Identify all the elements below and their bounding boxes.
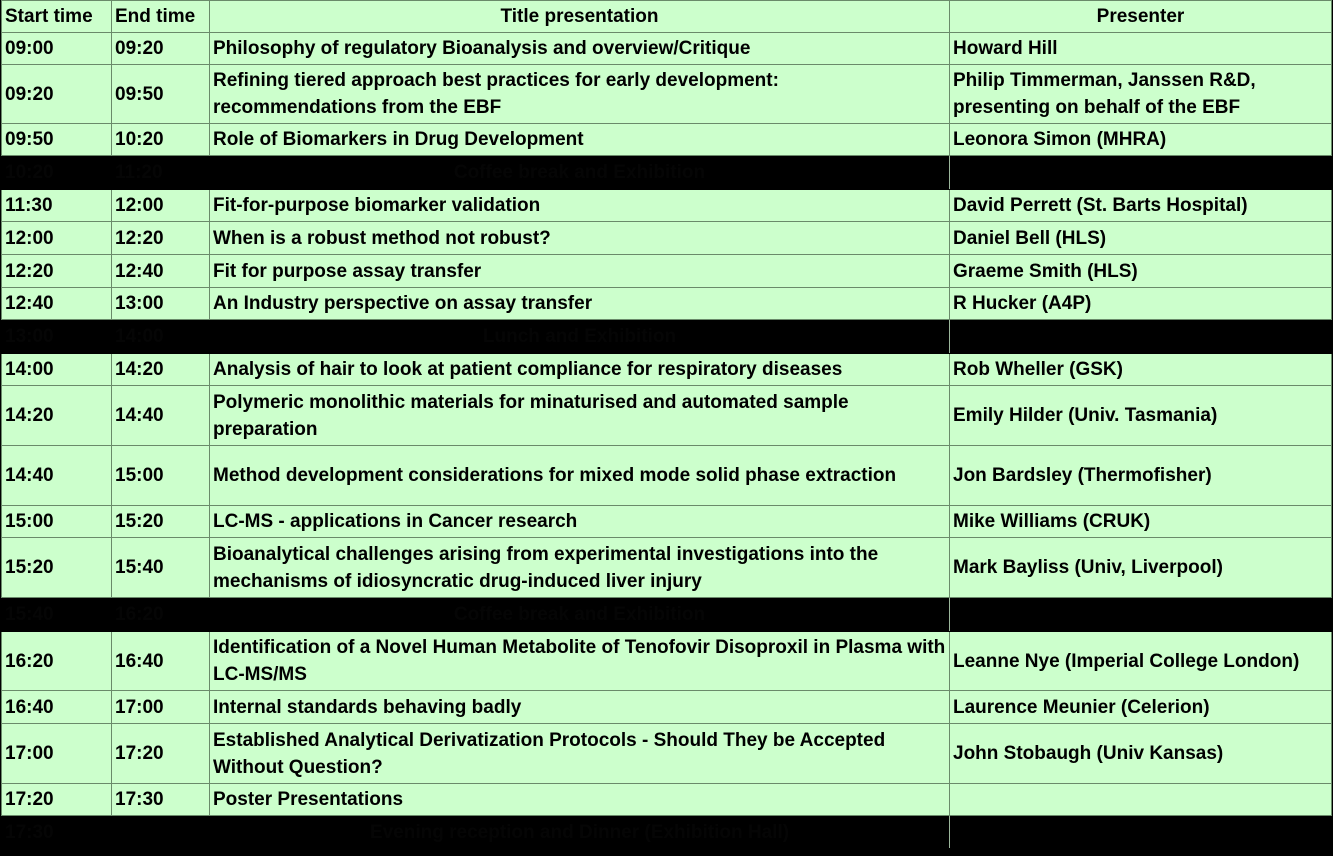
start-time-cell: 16:20 [2, 632, 112, 691]
end-time-cell: 13:00 [112, 288, 210, 320]
table-row [2, 222, 1332, 255]
title-cell: Lunch and Exhibition [210, 320, 950, 354]
title-cell: When is a robust method not robust? [210, 222, 950, 255]
table-row [2, 784, 1332, 816]
end-time-cell: 12:20 [112, 222, 210, 255]
break-row [2, 816, 1332, 849]
presenter-cell: David Perrett (St. Barts Hospital) [950, 190, 1332, 222]
title-cell: LC-MS - applications in Cancer research [210, 506, 950, 538]
programme-table [1, 0, 1332, 849]
presenter-cell: Daniel Bell (HLS) [950, 222, 1332, 255]
presenter-cell: Howard Hill [950, 33, 1332, 65]
end-time-cell: 11:20 [112, 156, 210, 190]
end-time-cell: 16:40 [112, 632, 210, 691]
end-time-cell: 15:00 [112, 446, 210, 506]
table-row [2, 124, 1332, 156]
presenter-cell: Leonora Simon (MHRA) [950, 124, 1332, 156]
header-presenter: Presenter [950, 1, 1332, 33]
presenter-cell: Emily Hilder (Univ. Tasmania) [950, 386, 1332, 446]
start-time-cell: 17:20 [2, 784, 112, 816]
end-time-cell: 12:00 [112, 190, 210, 222]
presenter-cell [950, 816, 1332, 849]
table-row [2, 288, 1332, 320]
table-row [2, 65, 1332, 124]
header-row [2, 1, 1332, 33]
presenter-cell [950, 784, 1332, 816]
presenter-cell: Graeme Smith (HLS) [950, 255, 1332, 288]
break-row [2, 598, 1332, 632]
title-cell: Internal standards behaving badly [210, 691, 950, 724]
title-cell: Analysis of hair to look at patient compliance for respiratory diseases [210, 354, 950, 386]
break-row [2, 156, 1332, 190]
presenter-cell: R Hucker (A4P) [950, 288, 1332, 320]
start-time-cell: 09:00 [2, 33, 112, 65]
table-row [2, 632, 1332, 691]
title-cell: An Industry perspective on assay transfer [210, 288, 950, 320]
table-row [2, 33, 1332, 65]
start-time-cell: 16:40 [2, 691, 112, 724]
end-time-cell: 10:20 [112, 124, 210, 156]
title-cell: Evening reception and Dinner (Exhibition Hall) [210, 816, 950, 849]
end-time-cell: 15:40 [112, 538, 210, 598]
table-row [2, 386, 1332, 446]
title-cell: Polymeric monolithic materials for minaturised and automated sample preparation [210, 386, 950, 446]
end-time-cell: 17:00 [112, 691, 210, 724]
start-time-cell: 12:20 [2, 255, 112, 288]
presenter-cell [950, 320, 1332, 354]
presenter-cell: Mike Williams (CRUK) [950, 506, 1332, 538]
presenter-cell: Mark Bayliss (Univ, Liverpool) [950, 538, 1332, 598]
break-row [2, 320, 1332, 354]
presenter-cell [950, 156, 1332, 190]
start-time-cell: 09:20 [2, 65, 112, 124]
table-row [2, 506, 1332, 538]
presenter-cell: Leanne Nye (Imperial College London) [950, 632, 1332, 691]
end-time-cell: 15:20 [112, 506, 210, 538]
start-time-cell: 17:30 [2, 816, 112, 849]
title-cell: Fit for purpose assay transfer [210, 255, 950, 288]
table-row [2, 190, 1332, 222]
end-time-cell: 14:20 [112, 354, 210, 386]
start-time-cell: 11:30 [2, 190, 112, 222]
start-time-cell: 14:40 [2, 446, 112, 506]
title-cell: Coffee break and Exhibition [210, 598, 950, 632]
start-time-cell: 10:20 [2, 156, 112, 190]
start-time-cell: 12:40 [2, 288, 112, 320]
end-time-cell: 09:20 [112, 33, 210, 65]
title-cell: Fit-for-purpose biomarker validation [210, 190, 950, 222]
title-cell: Philosophy of regulatory Bioanalysis and overview/Critique [210, 33, 950, 65]
title-cell: Coffee break and Exhibition [210, 156, 950, 190]
title-cell: Identification of a Novel Human Metabolite of Tenofovir Disoproxil in Plasma with LC-MS/MS [210, 632, 950, 691]
title-cell: Bioanalytical challenges arising from experimental investigations into the mechanisms of idiosyncratic drug-induced liver injury [210, 538, 950, 598]
presenter-cell [950, 598, 1332, 632]
end-time-cell: 17:30 [112, 784, 210, 816]
start-time-cell: 15:20 [2, 538, 112, 598]
presenter-cell: Jon Bardsley (Thermofisher) [950, 446, 1332, 506]
table-row [2, 446, 1332, 506]
start-time-cell: 15:00 [2, 506, 112, 538]
table-row [2, 255, 1332, 288]
end-time-cell: 16:20 [112, 598, 210, 632]
end-time-cell: 14:40 [112, 386, 210, 446]
header-title: Title presentation [210, 1, 950, 33]
title-cell: Refining tiered approach best practices for early development: recommendations from the EBF [210, 65, 950, 124]
end-time-cell [112, 816, 210, 849]
title-cell: Method development considerations for mixed mode solid phase extraction [210, 446, 950, 506]
table-row [2, 354, 1332, 386]
start-time-cell: 14:00 [2, 354, 112, 386]
title-cell: Poster Presentations [210, 784, 950, 816]
header-start-time: Start time [2, 1, 112, 33]
start-time-cell: 09:50 [2, 124, 112, 156]
presenter-cell: Rob Wheller (GSK) [950, 354, 1332, 386]
end-time-cell: 14:00 [112, 320, 210, 354]
start-time-cell: 12:00 [2, 222, 112, 255]
end-time-cell: 17:20 [112, 724, 210, 784]
title-cell: Established Analytical Derivatization Protocols - Should They be Accepted Without Question? [210, 724, 950, 784]
programme-body [2, 33, 1332, 849]
start-time-cell: 14:20 [2, 386, 112, 446]
presenter-cell: Philip Timmerman, Janssen R&D, presenting on behalf of the EBF [950, 65, 1332, 124]
table-row [2, 691, 1332, 724]
title-cell: Role of Biomarkers in Drug Development [210, 124, 950, 156]
start-time-cell: 15:40 [2, 598, 112, 632]
table-row [2, 538, 1332, 598]
end-time-cell: 12:40 [112, 255, 210, 288]
presenter-cell: Laurence Meunier (Celerion) [950, 691, 1332, 724]
header-end-time: End time [112, 1, 210, 33]
end-time-cell: 09:50 [112, 65, 210, 124]
presenter-cell: John Stobaugh (Univ Kansas) [950, 724, 1332, 784]
start-time-cell: 17:00 [2, 724, 112, 784]
start-time-cell: 13:00 [2, 320, 112, 354]
table-row [2, 724, 1332, 784]
